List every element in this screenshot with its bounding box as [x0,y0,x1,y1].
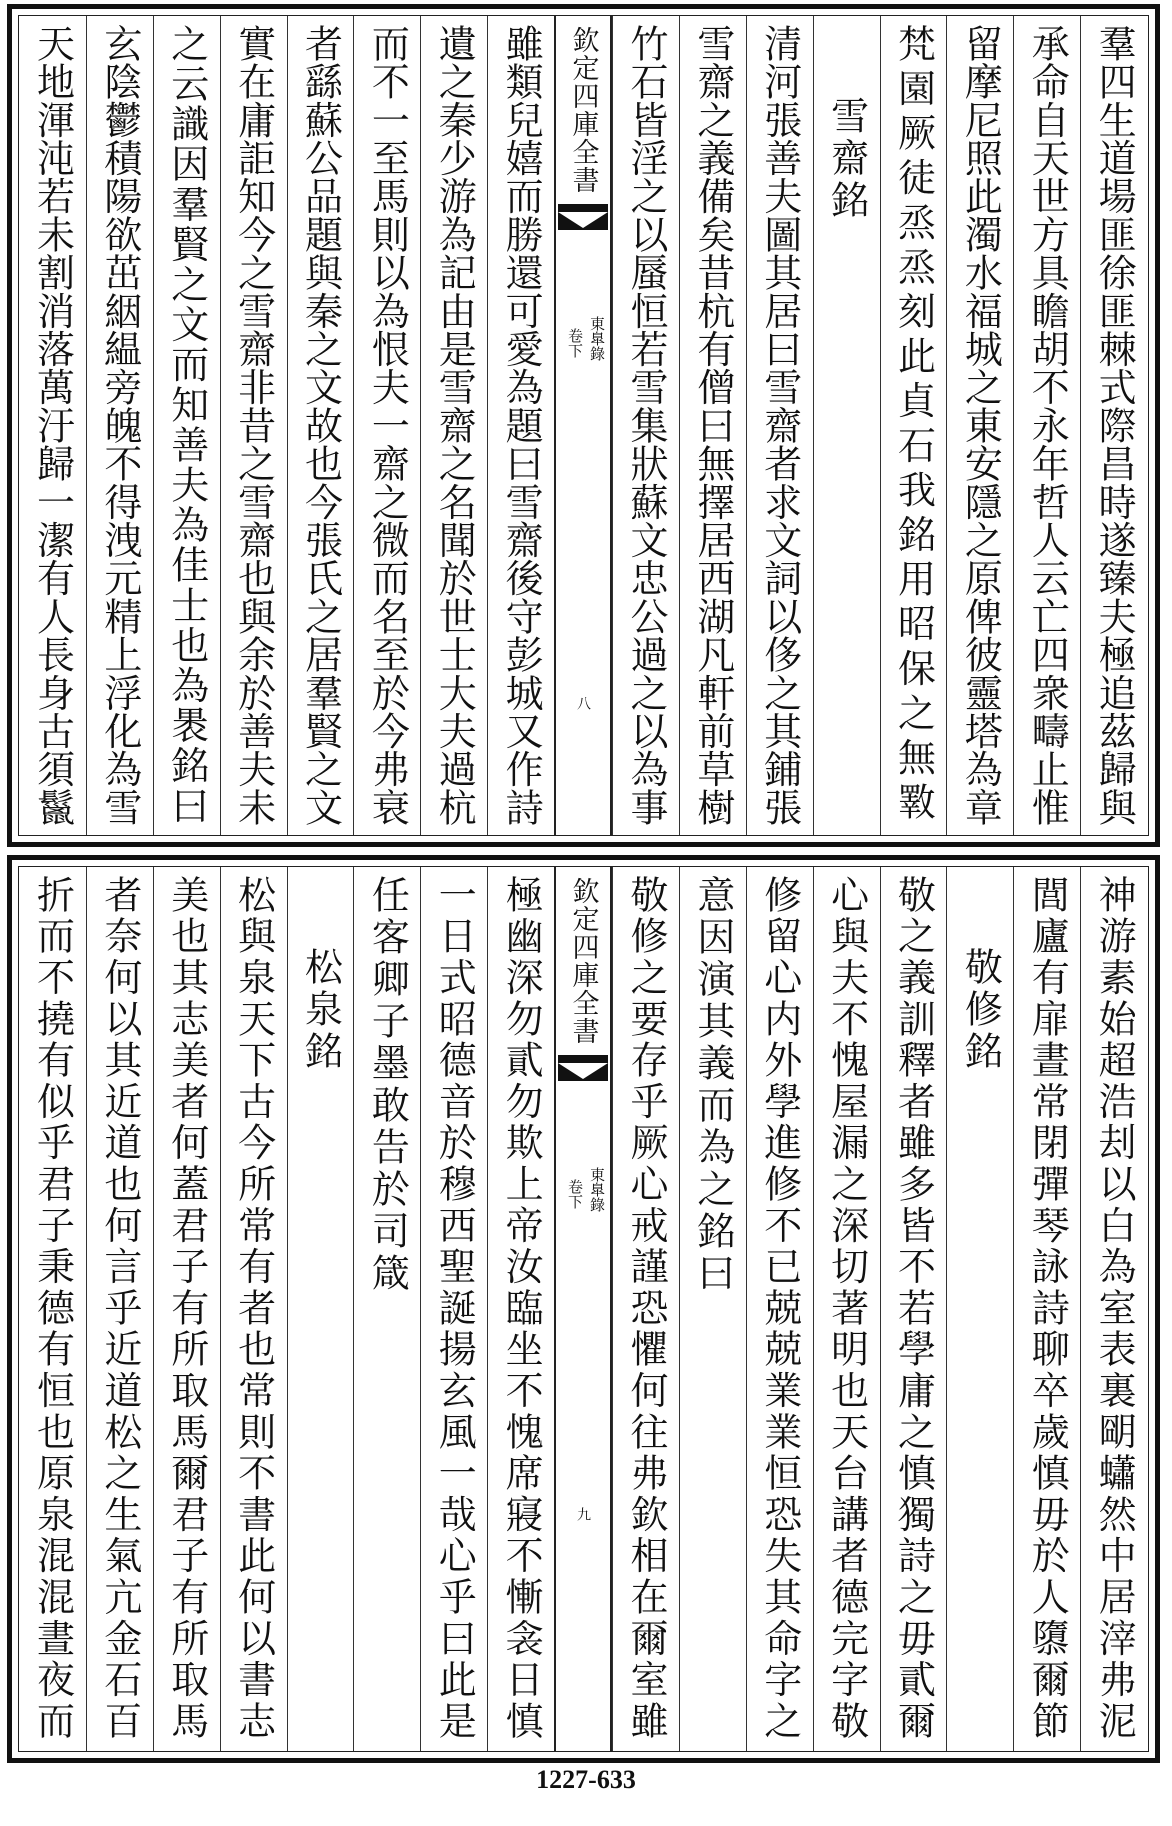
text-column [153,867,220,1751]
text-column [679,16,746,835]
top-page [7,4,1160,847]
text-column [813,16,880,835]
text-column [946,867,1013,1751]
text-column [880,867,947,1751]
column-text: 松與泉天下古今所常有者也常則不書此何以書志 [231,875,276,1743]
column-text: 一日式昭德音於穆西聖誕揚玄風一哉心乎曰此是 [432,875,477,1743]
text-column [612,16,679,835]
collection-title: 欽定四庫全書 [567,877,599,1045]
column-text: 玄陰鬱積陽欲茁絪緼旁魄不得洩元精上浮化為雪 [97,24,142,827]
column-text: 意因演其義而為之銘曰 [690,875,735,1295]
catalog-number: 1227-633 [536,1765,636,1794]
column-text: 清河張善夫圖其居曰雪齋者求文詞以侈之其鋪張 [757,24,802,827]
text-column [679,867,746,1751]
column-text: 而不一至馬則以為恨夫一齋之微而名至於今弗衰 [365,24,410,827]
column-text: 留摩尼照此濁水福城之東安隱之原俾彼靈塔為章 [958,24,1003,827]
text-column [746,867,813,1751]
text-column [86,16,153,835]
bottom-page-text-frame [18,866,1149,1752]
section-heading: 松泉銘 [298,947,343,1073]
column-text: 敬之義訓釋者雖多皆不若學庸之慎獨詩之毋貳爾 [891,875,936,1743]
book-title: 東臯錄 [588,316,606,361]
text-column [19,867,86,1751]
center-fold-label [554,16,612,835]
text-column [287,16,354,835]
text-column [1013,16,1080,835]
collection-title: 欽定四庫全書 [567,26,599,194]
text-column [746,16,813,835]
column-text: 折而不撓有似乎君子秉德有恒也原泉混混晝夜而 [30,875,75,1743]
fish-tail-mark-icon [558,204,608,230]
section-heading: 雪齋銘 [824,96,869,222]
column-text: 天地渾沌若未割消落萬汙歸一潔有人長身古須鬣 [30,24,75,827]
text-column [420,867,487,1751]
center-fold-label [554,867,612,1751]
column-text: 美也其志美者何蓋君子有所取馬爾君子有所取馬 [164,875,209,1743]
column-text: 者繇蘇公品題與秦之文故也今張氏之居羣賢之文 [298,24,343,827]
fish-tail-mark-icon [558,1055,608,1081]
column-text: 閭廬有扉晝常閉彈琴詠詩聊卒歲慎毋於人隳爾節 [1025,875,1070,1743]
text-column [946,16,1013,835]
text-column [1013,867,1080,1751]
text-column [487,16,554,835]
column-text: 心與夫不愧屋漏之深切著明也天台講者德完字敬 [824,875,869,1743]
top-page-text-frame [18,15,1149,836]
text-column [287,867,354,1751]
column-text: 之云識因羣賢之文而知善夫為佳士也為褁銘曰 [164,24,209,826]
page-number: 八 [575,696,591,710]
text-column [220,867,287,1751]
text-column [1080,867,1147,1751]
column-text: 者奈何以其近道也何言乎近道松之生氣亢金石百 [97,875,142,1743]
column-text: 承命自天世方具瞻胡不永年哲人云亡四衆疇止惟 [1025,24,1070,827]
text-column [487,867,554,1751]
volume-label: 卷下 [566,328,584,358]
section-heading: 敬修銘 [958,947,1003,1073]
text-column [880,16,947,835]
column-text: 雪齋之義備矣昔杭有僧曰無擇居西湖凡軒前草樹 [690,24,735,827]
text-column [420,16,487,835]
column-text: 敬修之要存乎厥心戒謹恐懼何往弗欽相在爾室雖 [623,875,668,1743]
text-column [153,16,220,835]
text-column [1080,16,1147,835]
column-text: 修留心内外學進修不已兢兢業業恒恐失其命字之 [757,875,802,1743]
column-text: 任客卿子墨敢告於司箴 [365,875,410,1295]
page-number: 九 [575,1507,591,1521]
bottom-page [7,855,1160,1763]
column-text: 神游素始超浩刦以白為室表裏朙蠨然中居滓弗泥 [1092,875,1137,1743]
text-column [353,16,420,835]
column-text: 極幽深勿貳勿欺上帝汝臨坐不愧席寢不慚衾日慎 [499,875,544,1743]
text-column [813,867,880,1751]
column-text: 羣四生道場匪徐匪棘式際昌時遂臻夫極追茲歸與 [1092,24,1137,827]
column-text: 竹石皆淫之以蜃恒若雪集狀蘇文忠公過之以為事 [623,24,668,827]
volume-label: 卷下 [566,1179,584,1209]
column-text: 雖類兒嬉而勝還可愛為題曰雪齋後守彭城又作詩 [499,24,544,827]
text-column [86,867,153,1751]
text-column [220,16,287,835]
column-text: 梵園厥徒烝烝刻此貞石我銘用昭保之無斁 [891,24,936,827]
book-title: 東臯錄 [588,1167,606,1212]
column-text: 實在庸詎知今之雪齋非昔之雪齋也與余於善夫未 [231,24,276,827]
text-column [19,16,86,835]
text-column [353,867,420,1751]
text-column [612,867,679,1751]
column-text: 遺之秦少游為記由是雪齋之名聞於世士大夫過杭 [432,24,477,827]
